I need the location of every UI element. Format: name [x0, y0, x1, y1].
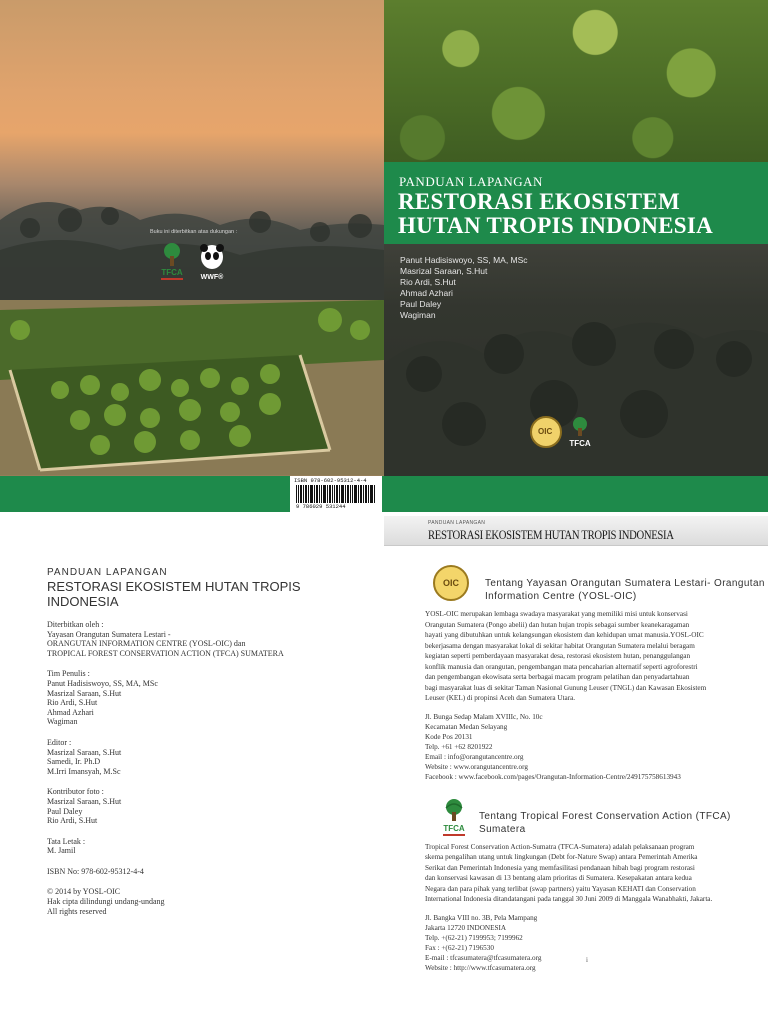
colophon-series: PANDUAN LAPANGAN [47, 567, 168, 578]
contact-email: E-mail : tfcasumatera@tfcasumatera.org [425, 953, 542, 962]
colophon-line: M.Irri Imansyah, M.Sc [47, 766, 121, 776]
colophon-line: TROPICAL FOREST CONSERVATION ACTION (TFCA) SUMATERA [47, 648, 284, 658]
header-title: RESTORASI EKOSISTEM HUTAN TROPIS INDONESIA [428, 527, 674, 542]
tfca-logo-icon [566, 416, 594, 452]
contact-line: Jl. Bunga Sedap Malam XVIIIc, No. 10c [425, 712, 543, 721]
author-name: Panut Hadisiswoyo, SS, MA, MSc [400, 255, 528, 265]
tfca-logo-text: TFCA [443, 823, 465, 833]
colophon-line: ORANGUTAN INFORMATION CENTRE (YOSL-OIC) dan [47, 639, 246, 649]
cover-title-band [384, 162, 768, 244]
authors-block [47, 669, 367, 727]
paragraph-line: hayati yang dibutuhkan untuk kelangsungan ekosistem dan kehidupan umat manusia.YOSL-OIC [425, 631, 704, 639]
isbn-block [47, 867, 367, 877]
isbn-barcode [290, 476, 382, 512]
contact-line: Fax : +(62-21) 7196530 [425, 943, 494, 952]
paragraph-line: Negara dan para pihak yang terlibat (swap partners) yaitu Yayasan KEHATI dan Conservation [425, 884, 696, 893]
svg-text:TFCA: TFCA [569, 439, 591, 448]
tfca-contact [425, 913, 765, 973]
oic-paragraph [425, 609, 765, 704]
colophon-line: Yayasan Orangutan Sumatera Lestari - [47, 629, 171, 639]
oic-contact [425, 712, 765, 782]
paragraph-line: konflik manusia dan orangutan, pengembangan mata pencaharian alternatif seperti agroforestri [425, 662, 698, 671]
paragraph-line: Orangutan Sumatera (Pongo abelii) dan hutan hujan tropis sebagai sumber keanekaragaman [425, 620, 690, 629]
colophon-line: Samedi, Ir. Ph.D [47, 757, 101, 767]
author-name: Masrizal Saraan, S.Hut [400, 266, 488, 276]
paragraph-line: YOSL-OIC merupakan lembaga swadaya masyarakat yang memiliki misi untuk konservasi [425, 610, 688, 618]
author-name: Ahmad Azhari [400, 288, 453, 298]
seedling-nursery-illustration [0, 300, 384, 475]
cover-title-line2: HUTAN TROPIS INDONESIA [398, 213, 714, 238]
wwf-panda-logo-icon [197, 242, 227, 282]
colophon-line: Rio Ardi, S.Hut [47, 698, 98, 708]
colophon-title: RESTORASI EKOSISTEM HUTAN TROPIS INDONESIA [47, 579, 301, 609]
colophon-line: Tata Letak : [47, 836, 86, 846]
paragraph-line: bekerjasama dengan masyarakat lokal di sekitar habitat Orangutan Sumatera melalui beragam [425, 641, 695, 650]
oic-logo-icon [433, 565, 469, 601]
colophon-line: Panut Hadisiswoyo, SS, MA, MSc [47, 678, 158, 688]
tfca-logo-icon [158, 242, 186, 284]
contact-line: Telp. +61 +62 8201922 [425, 742, 493, 751]
paragraph-line: skema pengalihan utang untuk lingkungan (Debt for-Nature Swap) antara Pemerintah Amerika [425, 853, 698, 861]
colophon [47, 567, 367, 916]
paragraph-line: bagi masyarakat luas di sekitar Taman Nasional Gunung Leuser (TNGL) dan Kawasan Ekosistem [425, 683, 707, 692]
author-name: Paul Daley [400, 299, 442, 309]
editor-block [47, 738, 367, 776]
tfca-paragraph [425, 842, 765, 905]
author-name: Rio Ardi, S.Hut [400, 277, 456, 287]
support-caption: Buku ini diterbitkan atas dukungan : [150, 229, 238, 235]
colophon-line: M. Jamil [47, 846, 76, 856]
colophon-line: Diterbitkan oleh : [47, 620, 104, 629]
paragraph-line: dan konservasi kawasan di 13 bentang alam prioritas di Sumatera. Kesepakatan antara kedua [425, 874, 692, 882]
colophon-line: All rights reserved [47, 906, 107, 916]
layout-block [47, 837, 367, 856]
tfca-section-header [425, 798, 765, 840]
copyright-block [47, 887, 367, 916]
paragraph-line: Serikat dan Pemerintah Indonesia yang memfasilitasi pendanaan hibah bagi program restorasi [425, 863, 695, 872]
contact-facebook: Facebook : www.facebook.com/pages/Orangutan-Information-Centre/249175758613943 [425, 772, 681, 781]
oic-section-header [425, 565, 765, 605]
colophon-line: Ahmad Azhari [47, 707, 94, 717]
oic-heading: Tentang Yayasan Orangutan Sumatera Lestari- Orangutan Information Centre (YOSL-OIC) [485, 578, 765, 602]
barcode-number: 9 786029 531244 [296, 503, 346, 510]
forest-canopy-photo [384, 0, 768, 162]
svg-text:WWF®: WWF® [200, 274, 224, 281]
contact-line: Kecamatan Medan Selayang [425, 722, 508, 731]
back-cover [0, 0, 384, 512]
photo-credits-block [47, 787, 367, 825]
tfca-logo-icon [439, 798, 469, 838]
front-cover-logos [530, 416, 590, 456]
contact-website: Website : www.orangutancentre.org [425, 762, 529, 771]
paragraph-line: kegiatan seperti pemberdayaan masyarakat desa, restorasi ekosistem hutan, penanggulangan [425, 652, 691, 660]
tfca-heading: Tentang Tropical Forest Conservation Action (TFCA) Sumatera [479, 810, 731, 835]
colophon-line: Rio Ardi, S.Hut [47, 816, 98, 826]
cover-title-line1: RESTORASI EKOSISTEM [398, 189, 681, 214]
running-header [384, 516, 768, 546]
page-number: i [586, 956, 588, 964]
oic-logo-text: OIC [443, 578, 460, 588]
colophon-line: Masrizal Saraan, S.Hut [47, 796, 122, 806]
contact-line: Kode Pos 20131 [425, 732, 473, 741]
barcode-icon [296, 485, 376, 503]
paragraph-line: Tropical Forest Conservation Action-Sumatra (TFCA-Sumatera) adalah pelaksanaan program [425, 842, 695, 851]
colophon-line: © 2014 by YOSL-OIC [47, 887, 121, 897]
colophon-line: Masrizal Saraan, S.Hut [47, 747, 122, 757]
publisher-block [47, 620, 367, 658]
colophon-line: Tim Penulis : [47, 669, 90, 679]
paragraph-line: Leuser (KEL) di propinsi Aceh dan Sumatera Utara. [425, 694, 576, 702]
colophon-line: Paul Daley [47, 806, 83, 816]
contact-website: Website : http://www.tfcasumatera.org [425, 963, 536, 972]
colophon-line: Kontributor foto : [47, 787, 104, 797]
colophon-line: Masrizal Saraan, S.Hut [47, 688, 122, 698]
author-name: Wagiman [400, 310, 436, 320]
oic-logo-icon [530, 416, 562, 448]
contact-email: Email : info@orangutancentre.org [425, 752, 524, 761]
colophon-line: Editor : [47, 737, 72, 747]
svg-text:TFCA: TFCA [161, 268, 183, 277]
organization-info [425, 565, 765, 973]
cover-series-label: PANDUAN LAPANGAN [399, 174, 543, 189]
header-series-label: PANDUAN LAPANGAN [428, 520, 486, 526]
colophon-line: ISBN No: 978-602-95312-4-4 [47, 866, 144, 876]
contact-line: Telp. +(62-21) 7199953; 7199962 [425, 933, 523, 942]
isbn-label: ISBN 978-602-95312-4-4 [294, 477, 367, 484]
colophon-line: Wagiman [47, 717, 78, 727]
cover-bottom-band [0, 476, 768, 512]
contact-line: Jakarta 12720 INDONESIA [425, 923, 507, 932]
paragraph-line: International Indonesia ditandatangani pada tanggal 30 Juni 2009 di Manggala Wanabhakti, Jakarta. [425, 895, 713, 903]
paragraph-line: dan pengembangan ekowisata serta berbagai macam program pelatihan dan penyadartahuan [425, 673, 690, 681]
cover-author-list [400, 255, 620, 321]
colophon-line: Hak cipta dilindungi undang-undang [47, 897, 165, 907]
contact-line: Jl. Bangka VIII no. 3B, Pela Mampang [425, 913, 538, 922]
